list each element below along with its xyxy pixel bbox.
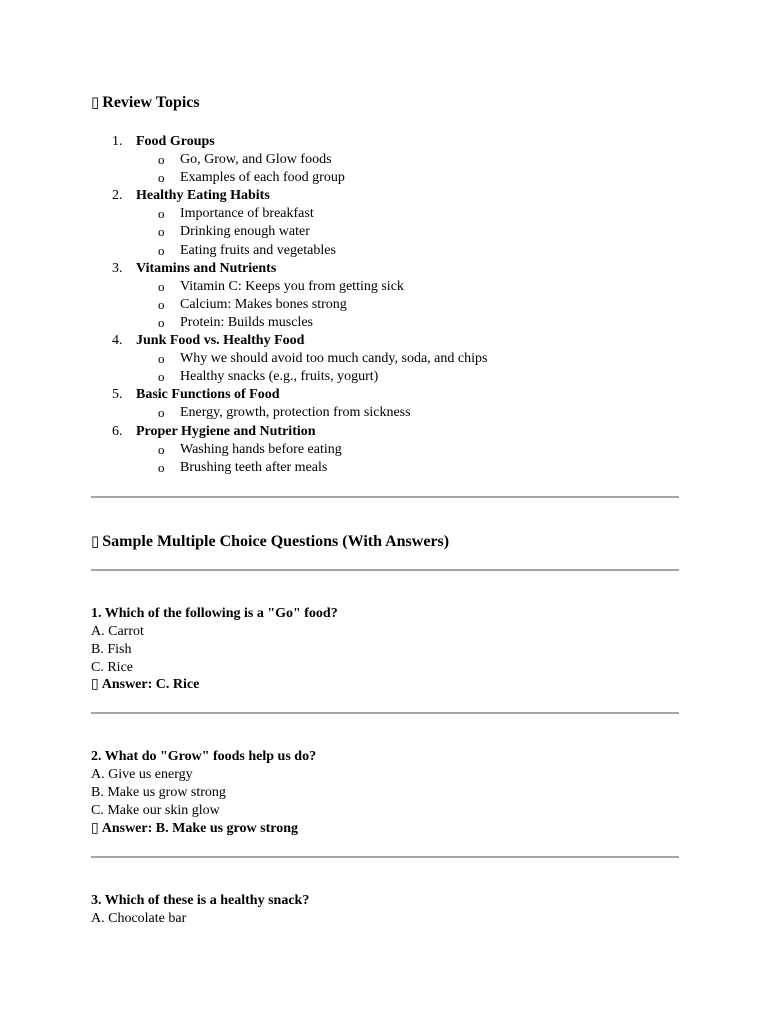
subtopic-item: [91, 278, 679, 296]
circle-bullet-icon: o: [158, 242, 165, 258]
subtopic-text: Go, Grow, and Glow foods: [180, 152, 332, 168]
mcq-title: Sample Multiple Choice Questions (With Answers): [102, 532, 450, 550]
topic-number-text: 3.: [112, 260, 123, 276]
document-content: [91, 92, 679, 928]
answer-option: A. Chocolate bar: [91, 910, 187, 926]
question-text: 3. Which of these is a healthy snack?: [91, 892, 310, 908]
subtopic-text: Drinking enough water: [180, 224, 310, 240]
topic-number-text: 5.: [112, 387, 123, 403]
subtopic-item: [91, 169, 679, 187]
topic-item: [91, 260, 679, 332]
circle-bullet-icon: o: [158, 170, 165, 186]
subtopic-text: Energy, growth, protection from sickness: [180, 405, 411, 421]
book-icon: ▯: [91, 95, 100, 111]
question-block: [91, 605, 679, 695]
topic-number: [91, 260, 136, 278]
section-divider: [91, 569, 679, 571]
review-topics-heading: [91, 92, 679, 114]
answer-option: B. Fish: [91, 641, 132, 657]
checklist-icon: ▯: [91, 533, 100, 550]
answer-option: A. Carrot: [91, 623, 144, 639]
mcq-heading: [91, 531, 679, 553]
topic-number-text: 1.: [112, 134, 123, 149]
answer-option: C. Rice: [91, 659, 133, 675]
question-text: 1. Which of the following is a "Go" food?: [91, 605, 338, 621]
answer-option: C. Make our skin glow: [91, 803, 220, 819]
subtopic-item: [91, 459, 679, 477]
question-block: [91, 892, 679, 928]
circle-bullet-icon: o: [158, 152, 165, 168]
check-icon: ▯: [91, 677, 99, 693]
subtopic-text: Washing hands before eating: [180, 441, 342, 457]
circle-bullet-icon: o: [158, 351, 165, 367]
topic-number: [91, 133, 136, 151]
topic-subtopic-list: [91, 350, 679, 386]
circle-bullet-icon: o: [158, 278, 165, 294]
question-text: 2. What do "Grow" foods help us do?: [91, 749, 317, 765]
subtopic-text: Healthy snacks (e.g., fruits, yogurt): [180, 369, 379, 385]
subtopic-text: Protein: Builds muscles: [180, 314, 313, 330]
topic-number: [91, 423, 136, 441]
topic-number: [91, 187, 136, 205]
section-divider: [91, 496, 679, 498]
answer-option: A. Give us energy: [91, 767, 193, 783]
answer-option: B. Make us grow strong: [91, 785, 226, 801]
topic-subtopic-list: [91, 205, 679, 259]
circle-bullet-icon: o: [158, 314, 165, 330]
correct-answer-text: Answer: B. Make us grow strong: [101, 820, 298, 836]
subtopic-text: Calcium: Makes bones strong: [180, 296, 347, 312]
subtopic-item: [91, 368, 679, 386]
topic-item: [91, 386, 679, 422]
circle-bullet-icon: o: [158, 296, 165, 312]
subtopic-text: Examples of each food group: [180, 170, 345, 186]
check-icon: ▯: [91, 820, 99, 836]
correct-answer: [91, 676, 679, 694]
topic-number-text: 2.: [112, 188, 123, 204]
review-topics-list: [91, 133, 679, 477]
subtopic-text: Importance of breakfast: [180, 206, 314, 222]
subtopic-text: Vitamin C: Keeps you from getting sick: [180, 278, 404, 294]
question-divider: [91, 856, 679, 858]
topic-number-text: 6.: [112, 423, 123, 439]
subtopic-item: [91, 314, 679, 332]
subtopic-item: [91, 441, 679, 459]
topic-number: [91, 386, 136, 404]
circle-bullet-icon: o: [158, 405, 165, 421]
topic-title: Basic Functions of Food: [136, 387, 280, 403]
review-topics-title: Review Topics: [102, 94, 200, 111]
subtopic-text: Why we should avoid too much candy, soda, and chips: [180, 351, 488, 367]
correct-answer: [91, 820, 679, 838]
topic-title: Healthy Eating Habits: [136, 188, 270, 204]
circle-bullet-icon: o: [158, 224, 165, 240]
subtopic-item: [91, 223, 679, 241]
topic-title: Vitamins and Nutrients: [136, 260, 277, 276]
topic-item: [91, 133, 679, 187]
topic-title: Food Groups: [136, 134, 215, 149]
topic-number: [91, 332, 136, 350]
subtopic-item: [91, 205, 679, 223]
topic-item: [91, 187, 679, 259]
question-list: [91, 605, 679, 928]
subtopic-text: Brushing teeth after meals: [180, 459, 328, 475]
subtopic-text: Eating fruits and vegetables: [180, 242, 336, 258]
topic-subtopic-list: [91, 151, 679, 187]
topic-item: [91, 332, 679, 386]
subtopic-item: [91, 404, 679, 422]
subtopic-item: [91, 350, 679, 368]
topic-title: Junk Food vs. Healthy Food: [136, 333, 305, 349]
question-divider: [91, 712, 679, 714]
topic-subtopic-list: [91, 404, 679, 422]
topic-subtopic-list: [91, 441, 679, 477]
circle-bullet-icon: o: [158, 206, 165, 222]
correct-answer-text: Answer: C. Rice: [101, 677, 200, 693]
topic-title: Proper Hygiene and Nutrition: [136, 423, 316, 439]
circle-bullet-icon: o: [158, 441, 165, 457]
circle-bullet-icon: o: [158, 459, 165, 475]
subtopic-item: [91, 296, 679, 314]
topic-number-text: 4.: [112, 333, 123, 349]
topic-item: [91, 423, 679, 477]
topic-subtopic-list: [91, 278, 679, 332]
question-block: [91, 748, 679, 838]
subtopic-item: [91, 242, 679, 260]
subtopic-item: [91, 151, 679, 169]
circle-bullet-icon: o: [158, 369, 165, 385]
